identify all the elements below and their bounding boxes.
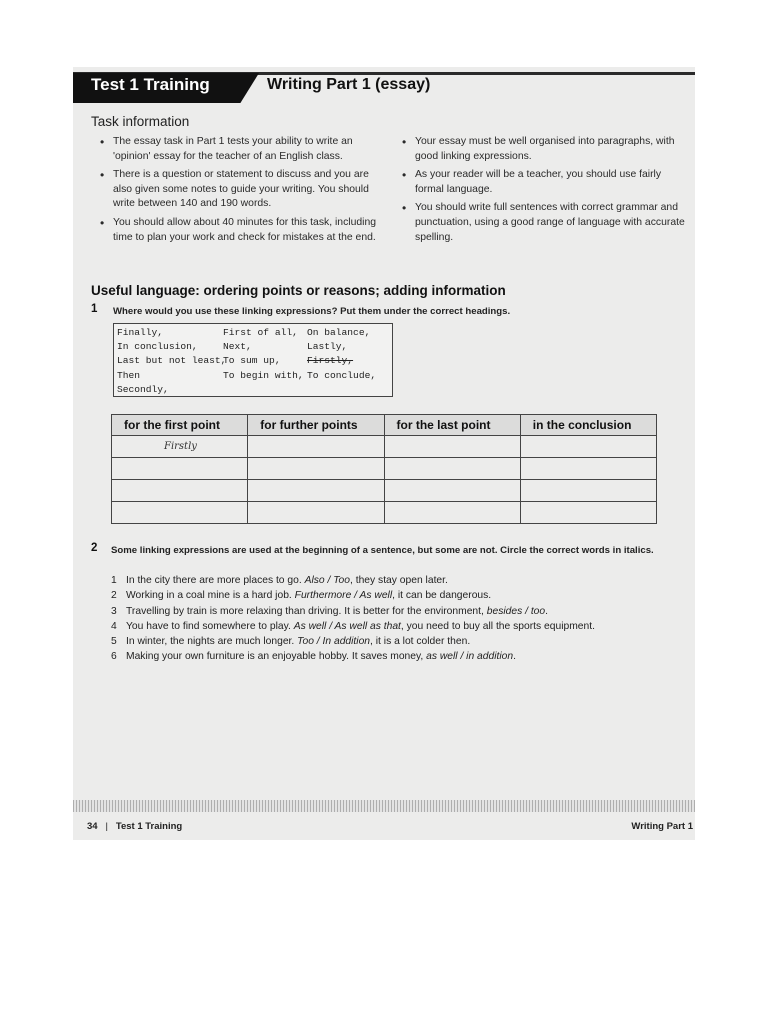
answer-cell[interactable] — [112, 480, 248, 502]
linking-word: Next, — [223, 341, 252, 353]
linking-word: Finally, — [117, 327, 164, 338]
answer-cell[interactable] — [384, 458, 520, 480]
list-item — [111, 634, 595, 649]
page-title: Writing Part 1 (essay) — [267, 76, 431, 93]
item-text: . — [513, 651, 516, 663]
answer-table — [111, 414, 657, 524]
item-number: 2 — [111, 590, 117, 602]
footer-rule — [73, 800, 695, 812]
answer-cell[interactable] — [520, 480, 656, 502]
task-info-bullet: • You should allow about 40 minutes for this task, including time to plan your work and check for mistakes at the end. — [97, 216, 377, 245]
answer-cell[interactable] — [112, 502, 248, 524]
task-info-bullet: • You should write full sentences with correct grammar and punctuation, using a good range of language with accurate spelling. — [399, 201, 687, 245]
list-item — [111, 619, 595, 634]
task-info-bullet: • Your essay must be well organised into paragraphs, with good linking expressions. — [399, 135, 687, 164]
question-number: 2 — [91, 542, 98, 554]
linking-word: Then — [117, 369, 141, 381]
task-info-right-list — [399, 135, 687, 249]
footer-left — [87, 821, 182, 832]
item-choice[interactable]: As well / As well as that — [293, 620, 401, 632]
item-text: Making your own furniture is an enjoyable hobby. It saves money, — [126, 651, 427, 663]
answer-cell[interactable] — [248, 458, 384, 480]
task-info-heading: Task information — [91, 114, 190, 129]
footer-separator: | — [105, 821, 108, 832]
task-info-bullet: • There is a question or statement to discuss and you are also given some notes to guide your writing. You should write between 140 and 190 words. — [97, 168, 377, 212]
list-item — [111, 588, 595, 603]
column-header: for the last point — [384, 415, 520, 436]
linking-word: To sum up, — [223, 355, 281, 367]
column-header: in the conclusion — [520, 415, 656, 436]
item-choice[interactable]: Also / Too — [304, 575, 350, 586]
item-text: In winter, the nights are much longer. — [126, 636, 298, 648]
task-info-left-list — [97, 135, 377, 249]
item-number: 3 — [111, 605, 117, 617]
item-text: , it is a lot colder then. — [370, 636, 471, 648]
column-header: for further points — [248, 415, 384, 436]
item-number: 1 — [111, 575, 117, 586]
footer-right: Writing Part 1 — [631, 821, 693, 832]
item-text: , they stay open later. — [350, 575, 448, 586]
answer-cell[interactable] — [248, 436, 384, 458]
word-column — [117, 326, 226, 397]
item-number: 6 — [111, 651, 117, 663]
table-row — [112, 458, 657, 480]
table-row — [112, 436, 657, 458]
answer-cell[interactable] — [248, 480, 384, 502]
handwritten-example: Firstly — [112, 436, 248, 458]
book-page-scan — [73, 67, 695, 840]
word-column — [223, 326, 304, 383]
item-text: You have to find somewhere to play. — [126, 620, 294, 632]
footer-section: Test 1 Training — [115, 821, 183, 832]
answer-cell[interactable] — [384, 436, 520, 458]
word-box — [113, 323, 393, 397]
word-column — [307, 326, 376, 383]
question-number: 1 — [91, 303, 98, 315]
item-text: In the city there are more places to go. — [126, 575, 305, 586]
list-item — [111, 604, 595, 619]
section-title: Test 1 Training — [91, 75, 210, 94]
list-item — [111, 573, 595, 588]
table-header-row — [112, 415, 657, 436]
task-info-bullet: • As your reader will be a teacher, you should use fairly formal language. — [399, 168, 687, 197]
question-text: Where would you use these linking expressions? Put them under the correct headings. — [113, 306, 511, 317]
item-choice[interactable]: as well / in addition — [426, 651, 514, 663]
list-item — [111, 649, 595, 664]
item-choice[interactable]: Too / In addition — [297, 636, 371, 648]
table-row — [112, 480, 657, 502]
answer-cell[interactable] — [248, 502, 384, 524]
answer-cell[interactable] — [520, 436, 656, 458]
table-row — [112, 502, 657, 524]
item-choice[interactable]: Furthermore / As well — [294, 590, 393, 602]
linking-word: First of all, — [223, 327, 298, 338]
answer-cell[interactable] — [112, 458, 248, 480]
item-text: Travelling by train is more relaxing than driving. It is better for the environment, — [126, 605, 487, 617]
item-text: . — [545, 605, 549, 617]
item-number: 4 — [111, 620, 117, 632]
answer-cell[interactable] — [384, 502, 520, 524]
item-text: , you need to buy all the sports equipment. — [400, 620, 595, 632]
task-info-bullet: • The essay task in Part 1 tests your ability to write an 'opinion' essay for the teacher of an English class. — [97, 135, 377, 164]
exercise-items — [111, 573, 595, 665]
column-header: for the first point — [112, 415, 248, 436]
question-text: Some linking expressions are used at the beginning of a sentence, but some are not. Circle the correct words in italics. — [111, 545, 654, 556]
linking-word: To conclude, — [307, 369, 377, 381]
linking-word: Secondly, — [117, 383, 169, 395]
linking-word: On balance, — [307, 327, 371, 338]
crossed-out-word: Firstly, — [307, 355, 354, 367]
item-text: , it can be dangerous. — [392, 590, 492, 602]
useful-language-heading: Useful language: ordering points or reasons; adding information — [91, 283, 506, 298]
linking-word: Lastly, — [307, 341, 348, 353]
item-number: 5 — [111, 636, 117, 648]
page-number: 34 — [87, 821, 98, 832]
linking-word: To begin with, — [223, 369, 304, 381]
answer-cell[interactable] — [520, 502, 656, 524]
answer-cell[interactable] — [384, 480, 520, 502]
answer-cell[interactable] — [520, 458, 656, 480]
linking-word: Last but not least, — [117, 355, 227, 367]
item-choice[interactable]: besides / too — [486, 605, 546, 617]
item-text: Working in a coal mine is a hard job. — [126, 590, 295, 602]
linking-word: In conclusion, — [117, 341, 198, 353]
